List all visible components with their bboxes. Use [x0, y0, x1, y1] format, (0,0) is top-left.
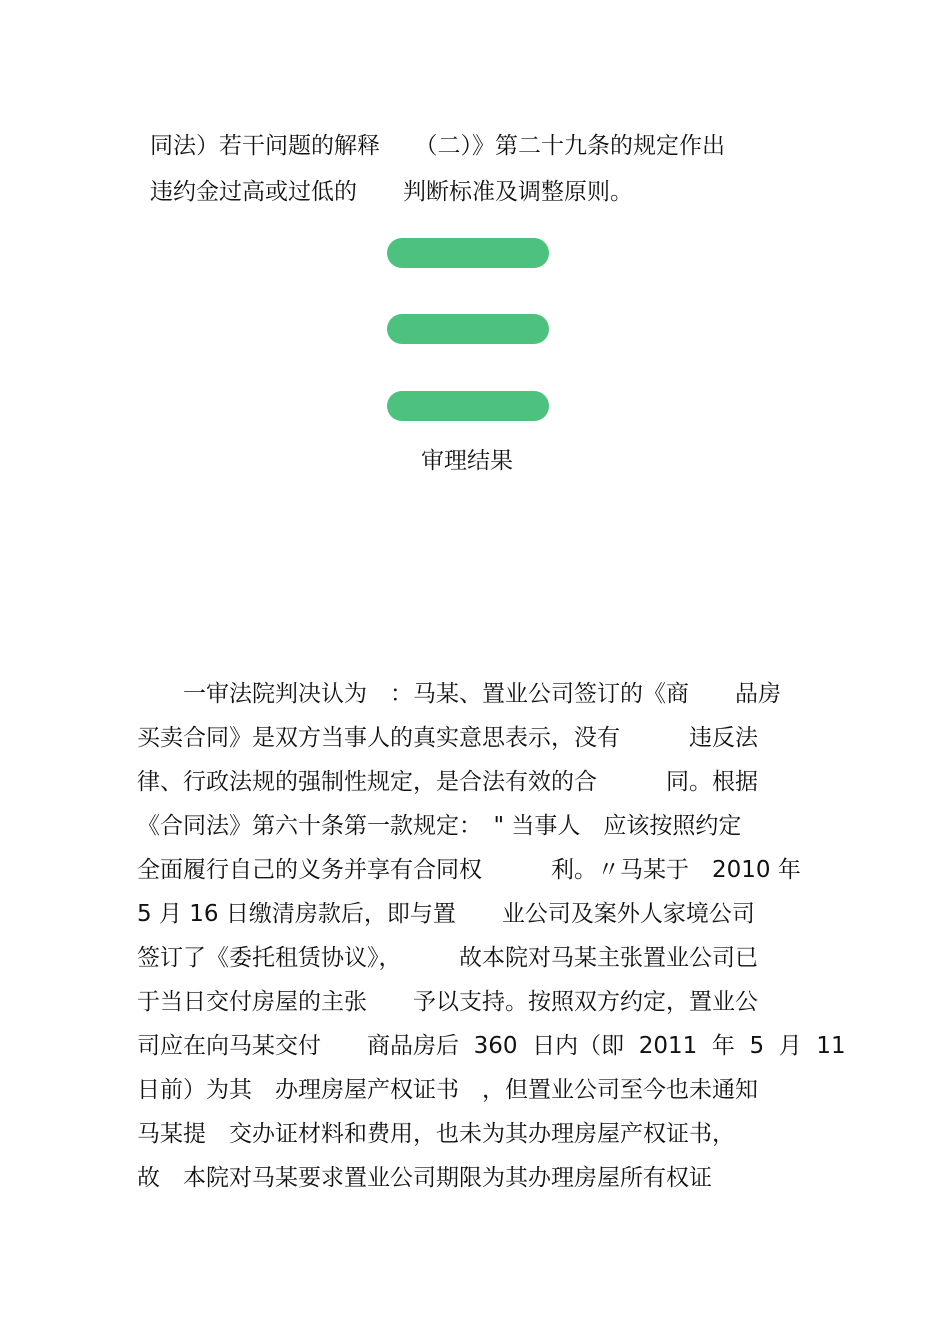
section-divider-bar-middle	[387, 314, 549, 344]
paragraph-line: 故 本院对马某要求置业公司期限为其办理房屋所有权证	[137, 1165, 712, 1191]
paragraph-line: 马某提 交办证材料和费用，也未为其办理房屋产权证书，	[137, 1121, 735, 1147]
section-divider-bar-top	[387, 238, 549, 268]
paragraph-line: 于当日交付房屋的主张 予以支持。按照双方约定，置业公	[137, 989, 758, 1015]
paragraph-line: 签订了《委托租赁协议》， 故本院对马某主张置业公司已	[137, 945, 758, 971]
paragraph-line: 买卖合同》是双方当事人的真实意思表示，没有 违反法	[137, 725, 758, 751]
intro-line-2: 违约金过高或过低的 判断标准及调整原则。	[150, 179, 633, 205]
paragraph-line: 一审法院判决认为 ：马某、置业公司签订的《商 品房	[137, 681, 781, 707]
intro-line-1: 同法）若干问题的解释 （二）》第二十九条的规定作出	[150, 133, 725, 159]
paragraph-line: 《合同法》第六十条第一款规定： " 当事人 应该按照约定	[137, 813, 742, 839]
paragraph-line: 5 月 16 日缴清房款后，即与置 业公司及案外人家境公司	[137, 901, 755, 927]
section-title: 审理结果	[421, 448, 513, 474]
paragraph-line: 全面履行自己的义务并享有合同权 利。〃马某于 2010 年	[137, 857, 801, 883]
section-divider-bar-bottom	[387, 391, 549, 421]
paragraph-line: 律、行政法规的强制性规定，是合法有效的合 同。根据	[137, 769, 758, 795]
paragraph-line: 司应在向马某交付 商品房后 360 日内（即 2011 年 5 月 11	[137, 1033, 846, 1059]
paragraph-line: 日前）为其 办理房屋产权证书 ，但置业公司至今也未通知	[137, 1077, 758, 1103]
